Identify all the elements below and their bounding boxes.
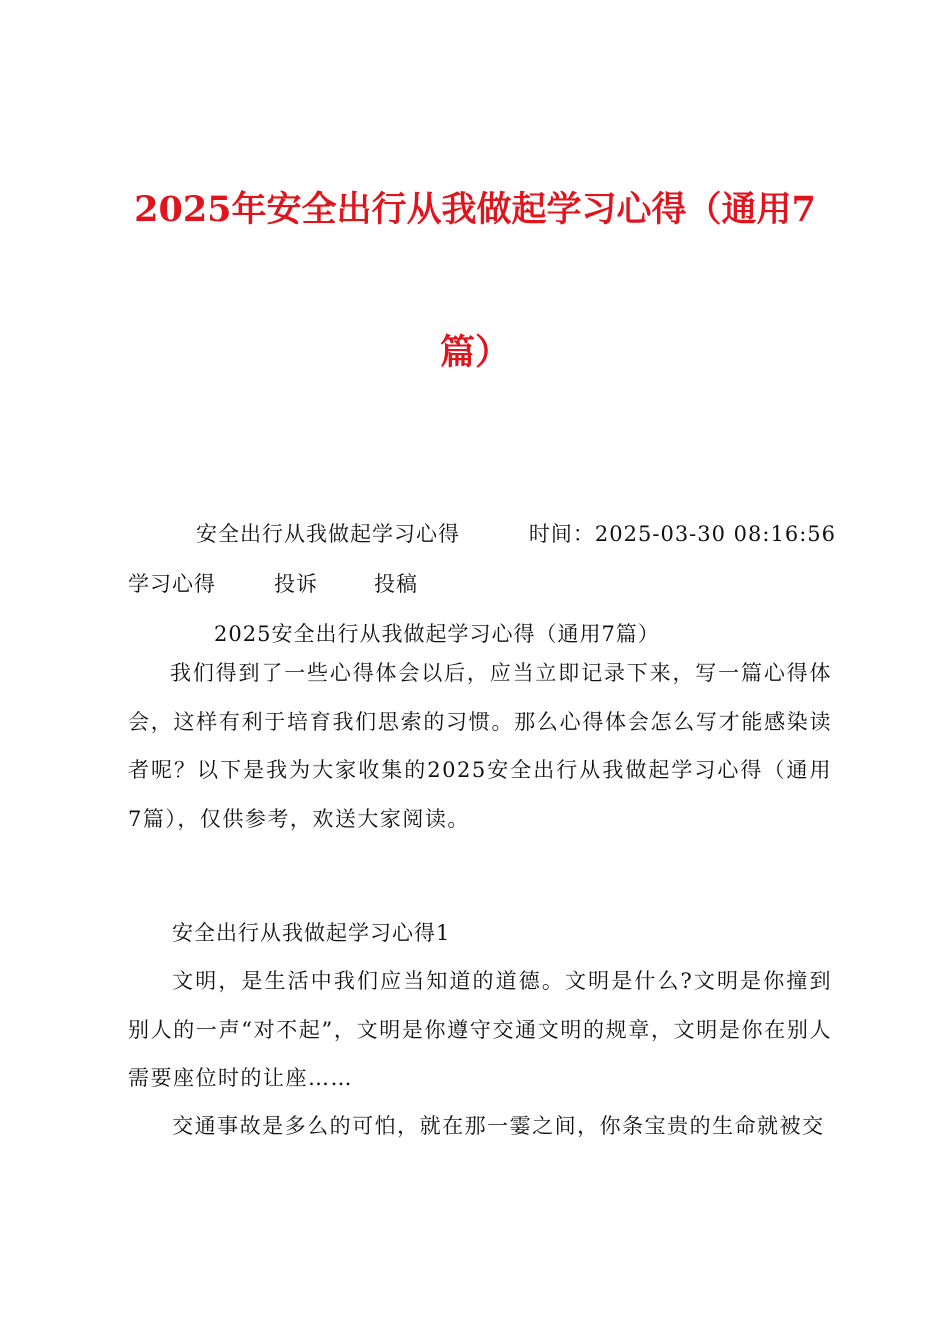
submit-link[interactable]: 投稿: [374, 572, 418, 596]
complaint-link[interactable]: 投诉: [274, 572, 318, 596]
publish-time: 时间：2025-03-30 08:16:56: [528, 522, 836, 546]
document-subtitle: 2025安全出行从我做起学习心得（通用7篇）: [214, 622, 660, 646]
body-paragraph-2: 交通事故是多么的可怕，就在那一霎之间，你条宝贵的生命就被交: [172, 1114, 825, 1138]
document-title-line1: 2025年安全出行从我做起学习心得（通用7: [134, 189, 816, 230]
document-title-line2: 篇）: [439, 332, 510, 373]
article-meta-row: [196, 521, 836, 549]
section-heading-1: 安全出行从我做起学习心得1: [172, 921, 451, 945]
category-title: 安全出行从我做起学习心得: [196, 522, 460, 546]
section-link[interactable]: 学习心得: [128, 572, 216, 596]
intro-paragraph: 我们得到了一些心得体会以后，应当立即记录下来，写一篇心得体会，这样有利于培育我们思索的习惯。那么心得体会怎么写才能感染读者呢？以下是我为大家收集的2025安全出行从我做起学习心得（通用7篇），仅供参考，欢送大家阅读。: [128, 661, 832, 831]
body-paragraph-1: 文明，是生活中我们应当知道的道德。文明是什么?文明是你撞到别人的一声“对不起”，文明是你遵守交通文明的规章，文明是你在别人需要座位时的让座……: [128, 969, 832, 1090]
